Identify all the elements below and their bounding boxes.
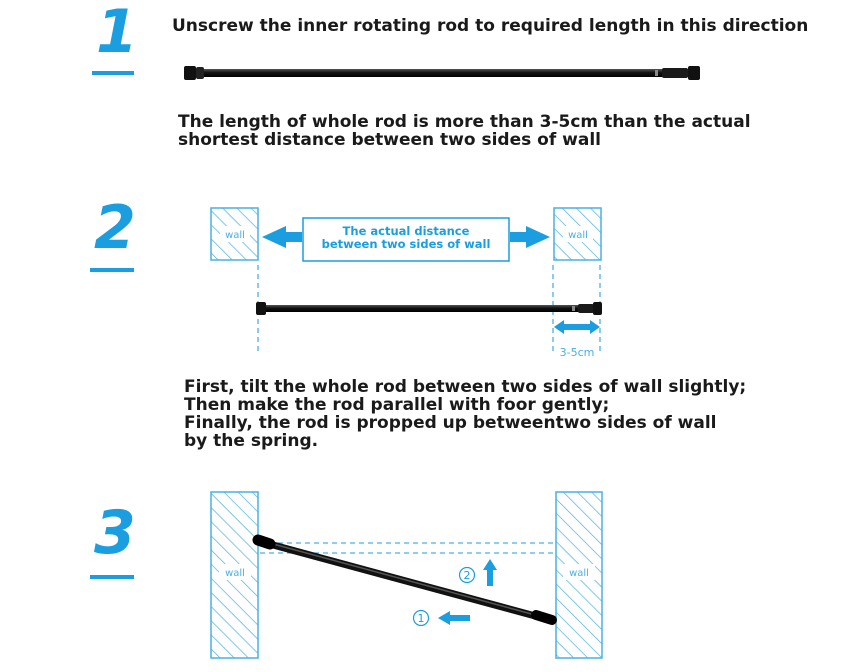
arrow-left-icon [438, 611, 470, 625]
step2-wall-left-label: wall [225, 230, 245, 241]
step1-instruction: Unscrew the inner rotating rod to required length in this direction [172, 16, 809, 36]
step-3-underline [90, 575, 134, 579]
extra-length-label: 3-5cm [559, 346, 595, 359]
step1-note [178, 114, 751, 150]
step1-rod [184, 66, 700, 80]
step1-note-line-2: shortest distance between two sides of wall [178, 129, 601, 150]
step2-instruction-line-1: First, tilt the whole rod between two sides of wall slightly; [184, 377, 747, 397]
step1-note-line-1: The length of whole rod is more than 3-5cm than the actual [178, 112, 751, 132]
step2-instructions [184, 379, 746, 450]
step-number-2: 2 [94, 193, 136, 263]
arrow-up-icon [483, 559, 497, 586]
step2-instruction-line-2: Then make the rod parallel with foor gently; [184, 394, 610, 415]
marker-2-number: 2 [463, 569, 471, 582]
step3-tilted-rod [258, 540, 552, 620]
distance-label-line-1: The actual distance [342, 224, 470, 238]
step3-wall-left-label: wall [225, 568, 245, 579]
step2-right-wall [554, 208, 601, 260]
step2-instruction-line-4: by the spring. [184, 430, 319, 451]
step-number-1: 1 [96, 0, 138, 67]
distance-arrow-left [262, 226, 302, 248]
step-number-3: 3 [94, 498, 136, 568]
step3-left-wall [211, 492, 258, 658]
step2-instruction-line-3: Finally, the rod is propped up betweentwo sides of wall [184, 412, 717, 433]
step2-wall-right-label: wall [568, 230, 588, 241]
distance-label-line-2: between two sides of wall [321, 237, 491, 251]
step2-rod [256, 302, 602, 315]
extra-length-arrow [554, 320, 600, 334]
step3-wall-right-label: wall [569, 568, 589, 579]
step-2-underline [90, 268, 134, 272]
step-1-underline [92, 71, 134, 75]
marker-1-number: 1 [417, 612, 425, 625]
distance-arrow-right [510, 226, 550, 248]
step2-left-wall [211, 208, 258, 260]
step3-right-wall [556, 492, 602, 658]
